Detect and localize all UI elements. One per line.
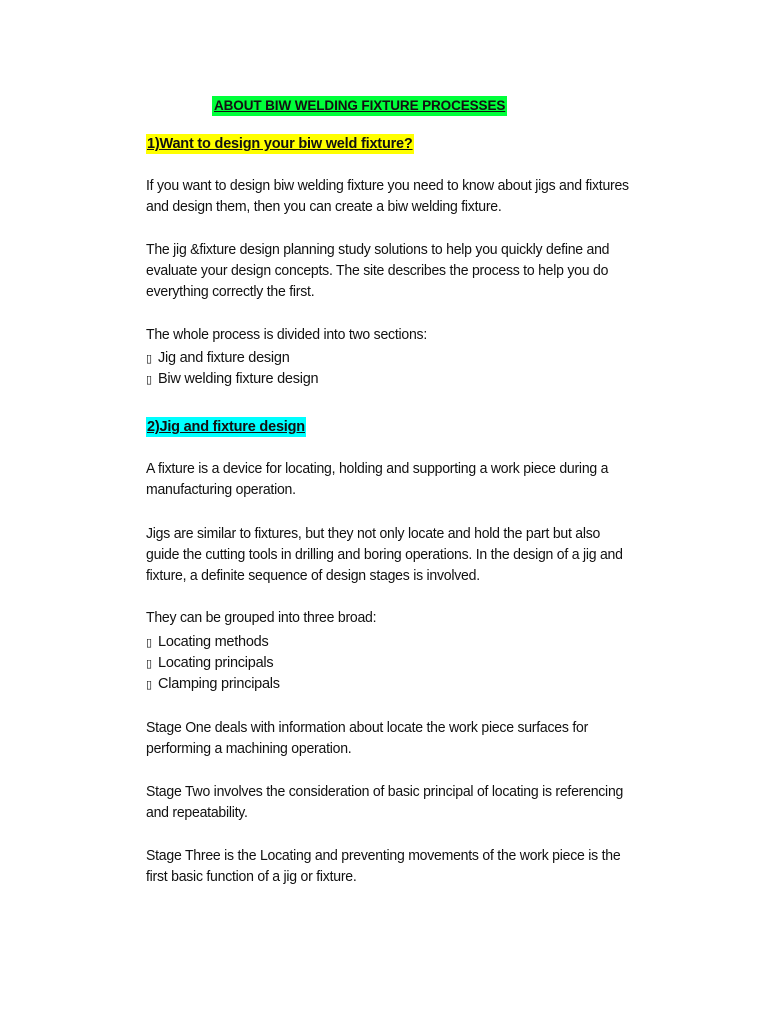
bullet-icon: ▯ xyxy=(146,373,152,386)
section-2-paragraph-3: They can be grouped into three broad: xyxy=(146,610,377,626)
bullet-icon: ▯ xyxy=(146,636,152,649)
section-2-paragraph-5: Stage Two involves the consideration of basic principal of locating is referencing and repeatability. xyxy=(146,784,624,821)
section-1-paragraph-3: The whole process is divided into two sections: xyxy=(146,327,427,343)
bullet-icon: ▯ xyxy=(146,352,152,365)
section-1-paragraph-1: If you want to design biw welding fixture you need to know about jigs and fixtures and design them, then you can create a biw welding fixture. xyxy=(146,178,629,215)
list-item: ▯ Locating methods xyxy=(146,632,280,653)
section-1-heading: 1)Want to design your biw weld fixture? xyxy=(147,136,413,152)
list-item: ▯ Locating principals xyxy=(146,653,280,674)
list-item: ▯ Biw welding fixture design xyxy=(146,369,318,390)
list-item: ▯ Clamping principals xyxy=(146,674,280,695)
section-2-paragraph-6: Stage Three is the Locating and preventing movements of the work piece is the first basic function of a jig or fixture. xyxy=(146,848,621,885)
section-2-paragraph-1: A fixture is a device for locating, holding and supporting a work piece during a manufacturing operation. xyxy=(146,461,609,498)
section-2-paragraph-4: Stage One deals with information about locate the work piece surfaces for performing a machining operation. xyxy=(146,720,589,757)
section-1-bullet-list xyxy=(146,348,318,390)
document-title: ABOUT BIW WELDING FIXTURE PROCESSES xyxy=(212,96,507,116)
section-2-heading: 2)Jig and fixture design xyxy=(147,419,305,435)
section-1-paragraph-2: The jig &fixture design planning study solutions to help you quickly define and evaluate your design concepts. The site describes the process to help you do everything correctly the first. xyxy=(146,242,610,300)
section-2-paragraph-2: Jigs are similar to fixtures, but they not only locate and hold the part but also guide the cutting tools in drilling and boring operations. In the design of a jig and fixture, a definite sequence of design stages is involved. xyxy=(146,526,623,584)
list-item: ▯ Jig and fixture design xyxy=(146,348,318,369)
bullet-icon: ▯ xyxy=(146,657,152,670)
section-2-bullet-list xyxy=(146,632,280,695)
bullet-icon: ▯ xyxy=(146,678,152,691)
